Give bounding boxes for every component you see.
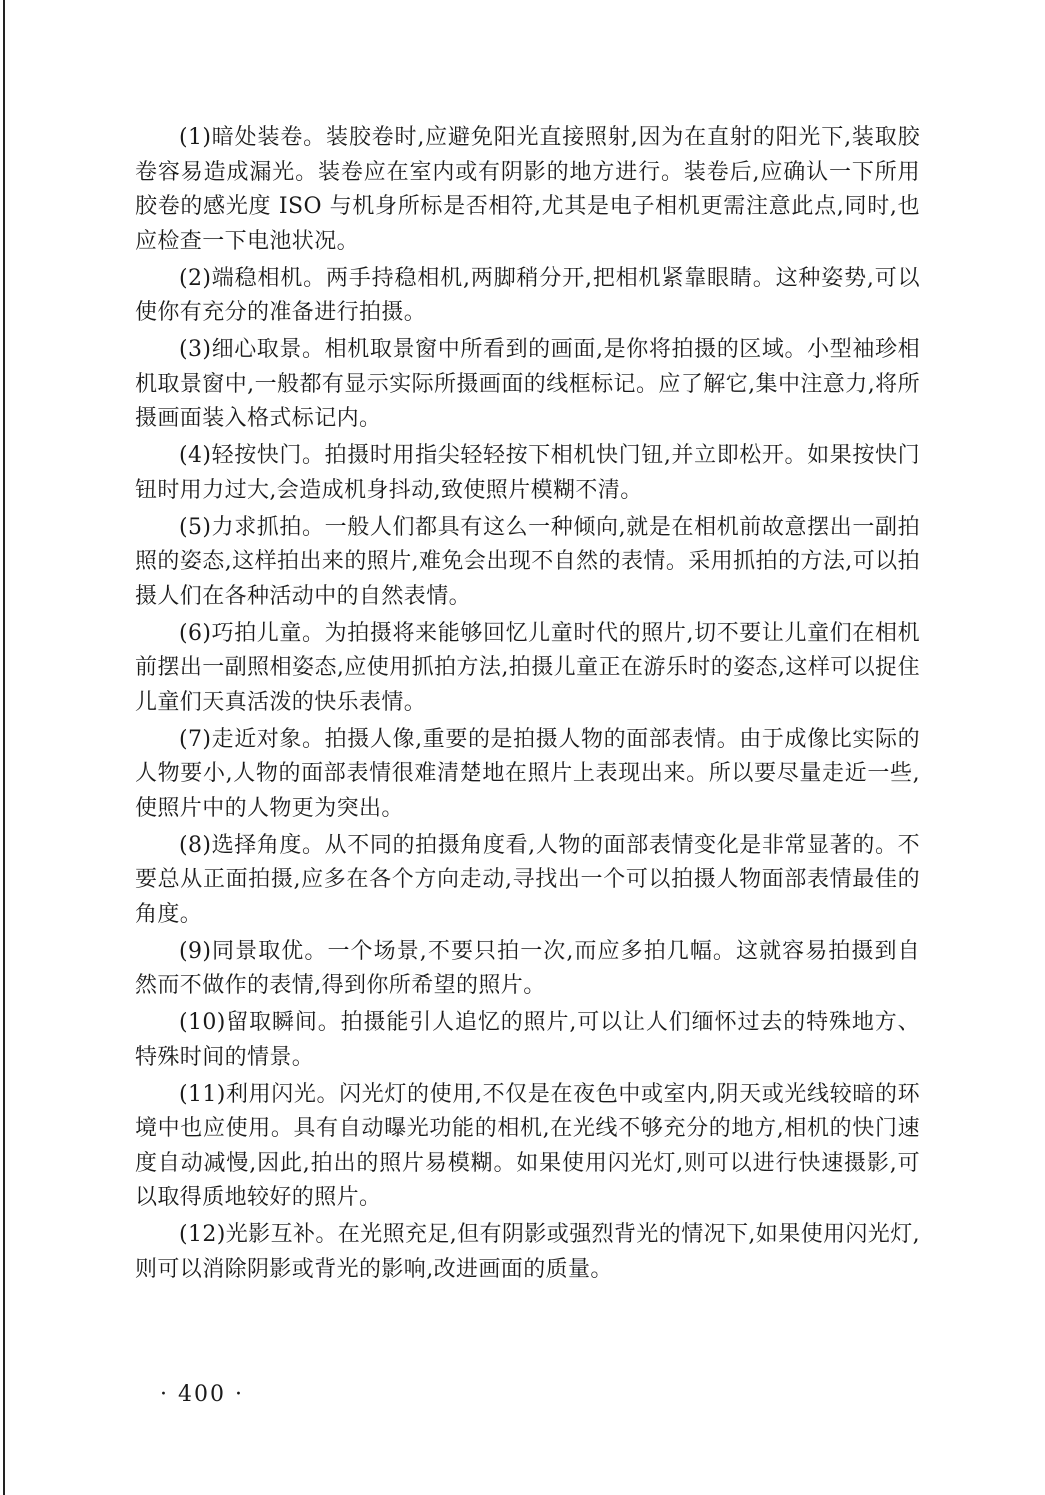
paragraph-text: 拍摄人像,重要的是拍摄人物的面部表情。由于成像比实际的人物要小,人物的面部表情很难清楚地在照片上表现出来。所以要尽量走近一些,使照片中的人物更为突出。 [135,726,920,821]
paragraph-9 [135,935,920,1004]
page-edge-rule [3,0,5,1495]
paragraph-7 [135,723,920,827]
paragraph-text: 一个场景,不要只拍一次,而应多拍几幅。这就容易拍摄到自然而不做作的表情,得到你所希望的照片。 [135,938,920,998]
paragraph-text: 在光照充足,但有阴影或强烈背光的情况下,如果使用闪光灯,则可以消除阴影或背光的影响,改进画面的质量。 [135,1222,921,1282]
paragraph-lead: (11)利用闪光。 [179,1081,340,1107]
paragraph-lead: (2)端稳相机。 [179,265,326,291]
paragraph-lead: (4)轻按快门。 [179,443,325,468]
paragraph-text: 从不同的拍摄角度看,人物的面部表情变化是非常显著的。不要总从正面拍摄,应多在各个方向走动,寻找出一个可以拍摄人物面部表情最佳的角度。 [135,832,920,927]
paragraph-12 [135,1218,920,1287]
paragraph-5 [135,511,920,615]
paragraph-10 [135,1006,920,1075]
paragraph-text: 拍摄时用指尖轻轻按下相机快门钮,并立即松开。如果按快门钮时用力过大,会造成机身抖动,致使照片模糊不清。 [135,443,920,503]
paragraph-text: 相机取景窗中所看到的画面,是你将拍摄的区域。小型袖珍相机取景窗中,一般都有显示实际所摄画面的线框标记。应了解它,集中注意力,将所摄画面装入格式标记内。 [135,337,920,431]
paragraph-2 [135,262,920,331]
page-number: · 400 · [160,1382,244,1407]
paragraph-11 [135,1078,920,1216]
paragraph-lead: (10)留取瞬间。 [179,1010,341,1035]
paragraph-3 [135,333,920,437]
paragraph-text: 为拍摄将来能够回忆儿童时代的照片,切不要让儿童们在相机前摆出一副照相姿态,应使用抓拍方法,拍摄儿童正在游乐时的姿态,这样可以捉住儿童们天真活泼的快乐表情。 [135,620,920,715]
paragraph-1 [135,121,920,259]
paragraph-lead: (1)暗处装卷。 [179,125,326,150]
paragraph-text: 闪光灯的使用,不仅是在夜色中或室内,阴天或光线较暗的环境中也应使用。具有自动曝光功能的相机,在光线不够充分的地方,相机的快门速度自动减慢,因此,拍出的照片易模糊。如果使用闪光灯,则可以进行快速摄影,可以取得质地较好的照片。 [135,1081,920,1210]
paragraph-lead: (8)选择角度。 [179,832,325,858]
paragraph-4 [135,439,920,508]
paragraph-text: 装胶卷时,应避免阳光直接照射,因为在直射的阳光下,装取胶卷容易造成漏光。装卷应在室内或有阴影的地方进行。装卷后,应确认一下所用胶卷的感光度 ISO 与机身所标是否相符,尤其是电子相机更需注意此点,同时,也应检查一下电池状况。 [135,125,920,254]
paragraph-lead: (3)细心取景。 [179,337,325,362]
paragraph-text: 一般人们都具有这么一种倾向,就是在相机前故意摆出一副拍照的姿态,这样拍出来的照片,难免会出现不自然的表情。采用抓拍的方法,可以拍摄人们在各种活动中的自然表情。 [135,514,920,609]
paragraph-6 [135,617,920,721]
paragraph-lead: (12)光影互补。 [179,1222,338,1247]
paragraph-text: 拍摄能引人追忆的照片,可以让人们缅怀过去的特殊地方、特殊时间的情景。 [135,1010,920,1070]
page-body [135,121,920,1290]
paragraph-8 [135,829,920,933]
paragraph-lead: (5)力求抓拍。 [179,514,325,540]
paragraph-lead: (7)走近对象。 [179,726,325,752]
paragraph-text: 两手持稳相机,两脚稍分开,把相机紧靠眼睛。这种姿势,可以使你有充分的准备进行拍摄。 [135,265,920,325]
paragraph-lead: (9)同景取优。 [179,938,328,964]
paragraph-lead: (6)巧拍儿童。 [179,620,325,646]
